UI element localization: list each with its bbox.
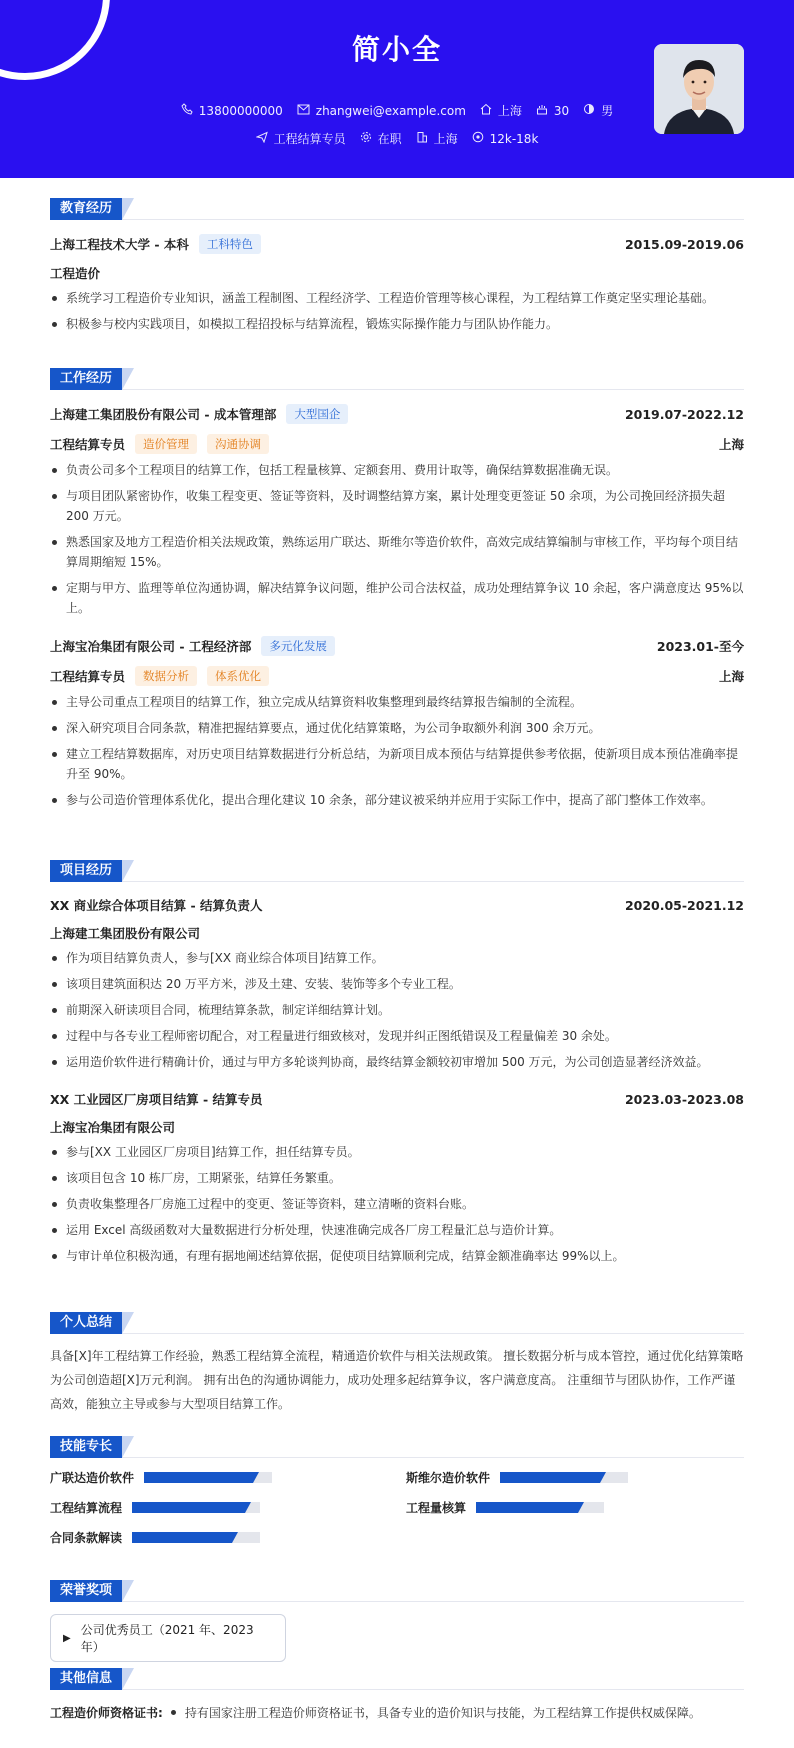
coin-icon bbox=[472, 131, 484, 146]
age-info bbox=[536, 102, 569, 119]
work-section bbox=[50, 368, 744, 810]
skills-title bbox=[50, 1436, 744, 1458]
job-role-row bbox=[50, 666, 744, 686]
summary-title bbox=[50, 1312, 744, 1334]
award-item bbox=[50, 1614, 286, 1662]
project-name: XX 商业综合体项目结算 - 结算负责人 bbox=[50, 898, 263, 913]
list-item: 积极参与校内实践项目，如模拟工程招投标与结算流程，锻炼实际操作能力与团队协作能力。 bbox=[50, 314, 744, 334]
skill-name: 广联达造价软件 bbox=[50, 1470, 135, 1485]
building-icon bbox=[416, 131, 428, 146]
other-section bbox=[50, 1668, 744, 1721]
gender-icon bbox=[583, 103, 595, 118]
skill-name: 工程量核算 bbox=[406, 1500, 467, 1515]
skills-grid bbox=[50, 1468, 744, 1546]
list-item: 该项目包含 10 栋厂房，工期紧张，结算任务繁重。 bbox=[50, 1168, 744, 1188]
list-item: 前期深入研读项目合同，梳理结算条款，制定详细结算计划。 bbox=[50, 1000, 744, 1020]
project-org-row bbox=[50, 1118, 744, 1136]
list-item: 定期与甲方、监理等单位沟通协调，解决结算争议问题，维护公司合法权益，成功处理结算争议 10 余起，客户满意度达 95%以上。 bbox=[50, 578, 744, 618]
school-tag: 工科特色 bbox=[199, 234, 261, 254]
skill-bar-fill bbox=[500, 1472, 600, 1483]
skill-item bbox=[50, 1498, 406, 1516]
hometown-text: 上海 bbox=[497, 104, 522, 118]
triangle-right-icon: ▶ bbox=[63, 1632, 71, 1644]
project-bullets bbox=[50, 948, 744, 1072]
job-role-row bbox=[50, 434, 744, 454]
projects-section bbox=[50, 860, 744, 1266]
cake-icon bbox=[536, 103, 548, 118]
project-org-row bbox=[50, 924, 744, 942]
skill-item bbox=[406, 1468, 744, 1486]
skill-tag: 沟通协调 bbox=[207, 434, 269, 454]
project-head bbox=[50, 896, 744, 914]
position-info bbox=[256, 130, 346, 147]
phone-icon bbox=[181, 103, 193, 118]
project-org: 上海宝冶集团有限公司 bbox=[50, 1120, 176, 1135]
certificate-label: 工程造价师资格证书: bbox=[50, 1706, 163, 1720]
education-title bbox=[50, 198, 744, 220]
avatar bbox=[654, 44, 744, 134]
projects-title bbox=[50, 860, 744, 882]
summary-title-text: 个人总结 bbox=[50, 1312, 122, 1334]
skill-tag: 造价管理 bbox=[135, 434, 197, 454]
company-tag: 多元化发展 bbox=[261, 636, 335, 656]
list-item: 运用 Excel 高级函数对大量数据进行分析处理，快速准确完成各厂房工程量汇总与造价计算。 bbox=[50, 1220, 744, 1240]
job-location: 上海 bbox=[718, 437, 744, 452]
project-org: 上海建工集团股份有限公司 bbox=[50, 926, 201, 941]
award-text: 公司优秀员工（2021 年、2023 年） bbox=[80, 1623, 254, 1654]
job-period: 2023.01-至今 bbox=[656, 639, 744, 654]
projects-title-text: 项目经历 bbox=[50, 860, 122, 882]
skill-tag: 数据分析 bbox=[135, 666, 197, 686]
gender-text: 男 bbox=[601, 104, 614, 118]
list-item: 参与公司造价管理体系优化，提出合理化建议 10 余条，部分建议被采纳并应用于实际工作中，提高了部门整体工作效率。 bbox=[50, 790, 744, 810]
skill-bar bbox=[132, 1502, 260, 1513]
skill-item bbox=[50, 1468, 406, 1486]
other-item bbox=[50, 1704, 744, 1721]
skill-bar bbox=[144, 1472, 272, 1483]
other-title bbox=[50, 1668, 744, 1690]
awards-title-text: 荣誉奖项 bbox=[50, 1580, 122, 1602]
summary-text: 具备[X]年工程结算工作经验，熟悉工程结算全流程，精通造价软件与相关法规政策。 擅长数据分析与成本管控，通过优化结算策略为公司创造超[X]万元利润。 拥有出色的沟通协调能力，成功处理多起结算争议，客户满意度高。 注重细节与团队协作，工作严谨高效，能独立主导或参与大型项目结算工作。 bbox=[50, 1349, 744, 1411]
skill-bar-fill bbox=[132, 1532, 232, 1543]
job-head bbox=[50, 636, 744, 656]
job-bullets bbox=[50, 460, 744, 618]
education-major: 工程造价 bbox=[50, 266, 101, 281]
city-text: 上海 bbox=[433, 132, 458, 146]
education-title-text: 教育经历 bbox=[50, 198, 122, 220]
job-head bbox=[50, 404, 744, 424]
skill-bar bbox=[132, 1532, 260, 1543]
list-item: 主导公司重点工程项目的结算工作，独立完成从结算资料收集整理到最终结算报告编制的全流程。 bbox=[50, 692, 744, 712]
job-role: 工程结算专员 bbox=[50, 437, 126, 452]
awards-section bbox=[50, 1580, 744, 1662]
list-item: 建立工程结算数据库，对历史项目结算数据进行分析总结，为新项目成本预估与结算提供参考依据，使新项目成本预估准确率提升至 90%。 bbox=[50, 744, 744, 784]
list-item: 运用造价软件进行精确计价，通过与甲方多轮谈判协商，最终结算金额较初审增加 500 万元，为公司创造显著经济效益。 bbox=[50, 1052, 744, 1072]
status-info bbox=[360, 130, 402, 147]
school-name: 上海工程技术大学 - 本科 bbox=[50, 237, 189, 252]
list-item: 该项目建筑面积达 20 万平方米，涉及土建、安装、装饰等多个专业工程。 bbox=[50, 974, 744, 994]
salary-text: 12k-18k bbox=[489, 131, 539, 146]
project-bullets bbox=[50, 1142, 744, 1266]
education-bullets bbox=[50, 288, 744, 334]
home-icon bbox=[480, 103, 492, 118]
skill-tag: 体系优化 bbox=[207, 666, 269, 686]
email-text: zhangwei@example.com bbox=[315, 103, 466, 118]
education-period: 2015.09-2019.06 bbox=[624, 236, 744, 252]
awards-title bbox=[50, 1580, 744, 1602]
company-name: 上海宝冶集团有限公司 - 工程经济部 bbox=[50, 639, 252, 654]
skill-bar bbox=[476, 1502, 604, 1513]
email-info bbox=[297, 102, 466, 119]
list-item: 与项目团队紧密协作，收集工程变更、签证等资料，及时调整结算方案，累计处理变更签证 50 余项，为公司挽回经济损失超 200 万元。 bbox=[50, 486, 744, 526]
education-major-row bbox=[50, 264, 744, 282]
summary-section bbox=[50, 1312, 744, 1416]
skills-section bbox=[50, 1436, 744, 1546]
education-section bbox=[50, 198, 744, 334]
phone-text: 13800000000 bbox=[198, 103, 283, 118]
company-tag: 大型国企 bbox=[286, 404, 348, 424]
gender-info bbox=[583, 102, 613, 119]
project-period: 2020.05-2021.12 bbox=[624, 897, 744, 913]
project-name: XX 工业园区厂房项目结算 - 结算专员 bbox=[50, 1092, 263, 1107]
skills-title-text: 技能专长 bbox=[50, 1436, 122, 1458]
list-item: 深入研究项目合同条款，精准把握结算要点，通过优化结算策略，为公司争取额外利润 300 余万元。 bbox=[50, 718, 744, 738]
skill-bar-fill bbox=[144, 1472, 253, 1483]
project-head bbox=[50, 1090, 744, 1108]
skill-name: 合同条款解读 bbox=[50, 1530, 123, 1545]
skill-bar bbox=[500, 1472, 628, 1483]
job-location: 上海 bbox=[718, 669, 744, 684]
hometown-info bbox=[480, 102, 522, 119]
skill-item bbox=[50, 1528, 406, 1546]
work-title bbox=[50, 368, 744, 390]
city-info bbox=[416, 130, 458, 147]
list-item: 作为项目结算负责人，参与[XX 商业综合体项目]结算工作。 bbox=[50, 948, 744, 968]
certificate-text: 持有国家注册工程造价师资格证书，具备专业的造价知识与技能，为工程结算工作提供权威保障。 bbox=[163, 1704, 701, 1721]
list-item: 熟悉国家及地方工程造价相关法规政策，熟练运用广联达、斯维尔等造价软件，高效完成结算编制与审核工作，平均每个项目结算周期缩短 15%。 bbox=[50, 532, 744, 572]
skill-name: 工程结算流程 bbox=[50, 1500, 123, 1515]
work-title-text: 工作经历 bbox=[50, 368, 122, 390]
education-entry-head bbox=[50, 234, 744, 254]
candidate-name: 简小全 bbox=[351, 33, 442, 66]
list-item: 过程中与各专业工程师密切配合，对工程量进行细致核对，发现并纠正图纸错误及工程量偏差 30 余处。 bbox=[50, 1026, 744, 1046]
skill-bar-fill bbox=[476, 1502, 578, 1513]
other-title-text: 其他信息 bbox=[50, 1668, 122, 1690]
skill-bar-fill bbox=[132, 1502, 245, 1513]
send-icon bbox=[256, 131, 268, 146]
list-item: 参与[XX 工业园区厂房项目]结算工作，担任结算专员。 bbox=[50, 1142, 744, 1162]
skill-name: 斯维尔造价软件 bbox=[406, 1470, 491, 1485]
mail-icon bbox=[297, 104, 310, 118]
job-role: 工程结算专员 bbox=[50, 669, 126, 684]
job-bullets bbox=[50, 692, 744, 810]
project-period: 2023.03-2023.08 bbox=[624, 1091, 744, 1107]
list-item: 负责收集整理各厂房施工过程中的变更、签证等资料，建立清晰的资料台账。 bbox=[50, 1194, 744, 1214]
job-period: 2019.07-2022.12 bbox=[624, 406, 744, 422]
age-text: 30 bbox=[553, 103, 570, 118]
gear-icon bbox=[360, 131, 372, 146]
position-text: 工程结算专员 bbox=[273, 132, 346, 146]
skill-item bbox=[406, 1498, 744, 1516]
list-item: 系统学习工程造价专业知识，涵盖工程制图、工程经济学、工程造价管理等核心课程，为工程结算工作奠定坚实理论基础。 bbox=[50, 288, 744, 308]
salary-info bbox=[472, 130, 539, 147]
resume-header bbox=[0, 0, 794, 178]
phone-info bbox=[181, 102, 283, 119]
list-item: 与审计单位积极沟通，有理有据地阐述结算依据，促使项目结算顺利完成，结算金额准确率达 99%以上。 bbox=[50, 1246, 744, 1266]
company-name: 上海建工集团股份有限公司 - 成本管理部 bbox=[50, 407, 277, 422]
status-text: 在职 bbox=[377, 132, 402, 146]
list-item: 负责公司多个工程项目的结算工作，包括工程量核算、定额套用、费用计取等，确保结算数据准确无误。 bbox=[50, 460, 744, 480]
